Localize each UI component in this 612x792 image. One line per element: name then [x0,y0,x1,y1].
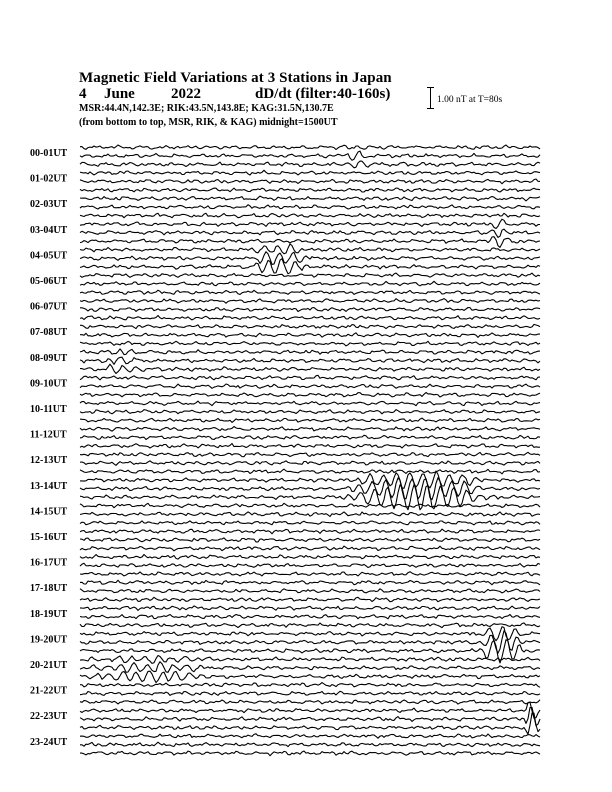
hour-label-07-08UT: 07-08UT [30,327,68,339]
trace-04-05UT-KAG [80,244,540,254]
trace-21-22UT-MSR [80,700,540,704]
hour-label-15-16UT: 15-16UT [30,532,68,543]
trace-01-02UT-KAG [80,170,540,175]
trace-12-13UT-KAG [80,452,540,456]
scale-label: 1.00 nT at T=80s [437,95,503,105]
trace-08-09UT-RIK [80,357,540,364]
trace-06-07UT-KAG [80,299,540,304]
trace-11-12UT-MSR [80,444,540,449]
trace-15-16UT-RIK [80,538,540,542]
trace-10-11UT-RIK [80,410,540,414]
trace-06-07UT-RIK [80,308,540,312]
trace-17-18UT-MSR [80,597,540,601]
trace-11-12UT-RIK [80,435,540,439]
date-day: 4 [79,86,87,102]
trace-10-11UT-MSR [80,418,540,422]
trace-14-15UT-KAG [80,503,540,507]
trace-09-10UT-RIK [80,384,540,388]
trace-15-16UT-KAG [80,529,540,534]
trace-12-13UT-MSR [80,469,540,474]
trace-23-24UT-MSR [80,751,540,756]
trace-21-22UT-RIK [80,691,540,695]
trace-16-17UT-RIK [80,563,540,567]
trace-00-01UT-MSR [80,161,540,168]
hour-label-08-09UT: 08-09UT [30,352,68,364]
trace-13-14UT-KAG [80,471,540,488]
trace-20-21UT-RIK [80,662,540,673]
hour-label-20-21UT: 20-21UT [30,660,68,671]
date-month: June [104,86,135,102]
trace-15-16UT-MSR [80,546,540,551]
hour-label-19-20UT: 19-20UT [30,634,68,646]
hour-label-02-03UT: 02-03UT [30,199,68,211]
hour-label-09-10UT: 09-10UT [30,378,68,390]
trace-01-02UT-RIK [80,179,540,184]
trace-20-21UT-KAG [80,656,540,664]
stack-order-note: (from bottom to top, MSR, RIK, & KAG) midnight=1500UT [79,117,338,128]
traces [80,145,540,756]
trace-19-20UT-KAG [80,627,540,641]
trace-01-02UT-MSR [80,188,540,192]
hour-label-10-11UT: 10-11UT [30,404,67,415]
trace-20-21UT-MSR [80,671,540,682]
trace-02-03UT-MSR [80,213,540,217]
date-year: 2022 [171,86,201,102]
trace-22-23UT-RIK [80,707,540,725]
trace-09-10UT-MSR [80,393,540,398]
trace-05-06UT-MSR [80,290,540,294]
trace-18-19UT-MSR [80,623,540,628]
hour-label-13-14UT: 13-14UT [30,480,68,492]
hour-label-22-23UT: 22-23UT [30,711,68,723]
trace-17-18UT-KAG [80,580,540,585]
trace-16-17UT-KAG [80,555,540,560]
trace-14-15UT-RIK [80,512,540,517]
hour-label-14-15UT: 14-15UT [30,506,68,518]
hour-label-17-18UT: 17-18UT [30,583,68,595]
trace-07-08UT-MSR [80,341,540,346]
trace-03-04UT-RIK [80,229,540,237]
trace-18-19UT-RIK [80,615,540,619]
trace-11-12UT-KAG [80,427,540,432]
hour-labels [30,148,68,748]
hour-label-12-13UT: 12-13UT [30,455,68,467]
trace-17-18UT-RIK [80,589,540,593]
trace-05-06UT-KAG [80,273,540,277]
trace-03-04UT-MSR [80,237,540,248]
hour-label-06-07UT: 06-07UT [30,301,68,313]
trace-22-23UT-KAG [80,702,540,718]
chart-title: Magnetic Field Variations at 3 Stations in Japan [79,70,392,86]
hour-label-04-05UT: 04-05UT [30,250,68,262]
trace-07-08UT-KAG [80,324,540,328]
hour-label-11-12UT: 11-12UT [30,429,67,441]
trace-23-24UT-RIK [80,742,540,746]
hour-label-00-01UT: 00-01UT [30,148,68,159]
hour-label-03-04UT: 03-04UT [30,224,68,236]
trace-12-13UT-RIK [80,461,540,466]
trace-16-17UT-MSR [80,572,540,576]
trace-21-22UT-KAG [80,683,540,688]
trace-04-05UT-RIK [80,252,540,265]
trace-03-04UT-KAG [80,219,540,228]
trace-14-15UT-MSR [80,521,540,525]
trace-02-03UT-KAG [80,196,540,201]
trace-10-11UT-KAG [80,401,540,406]
trace-06-07UT-MSR [80,316,540,320]
hour-label-05-06UT: 05-06UT [30,276,68,287]
trace-18-19UT-KAG [80,606,540,611]
hour-label-23-24UT: 23-24UT [30,736,68,748]
trace-22-23UT-MSR [80,713,540,734]
trace-00-01UT-KAG [80,145,540,150]
station-coordinates: MSR:44.4N,142.3E; RIK:43.5N,143.8E; KAG:31.5N,130.7E [79,103,334,114]
trace-08-09UT-KAG [80,349,540,355]
trace-02-03UT-RIK [80,205,540,209]
hour-label-18-19UT: 18-19UT [30,608,68,620]
trace-07-08UT-RIK [80,333,540,338]
hour-label-16-17UT: 16-17UT [30,557,68,569]
trace-09-10UT-KAG [80,375,540,380]
hour-label-21-22UT: 21-22UT [30,685,68,697]
trace-08-09UT-MSR [80,364,540,373]
hour-label-01-02UT: 01-02UT [30,173,68,185]
trace-04-05UT-MSR [80,259,540,274]
trace-00-01UT-RIK [80,151,540,160]
trace-05-06UT-RIK [80,281,540,286]
trace-23-24UT-KAG [80,734,540,738]
component-filter: dD/dt (filter:40-160s) [255,86,391,102]
